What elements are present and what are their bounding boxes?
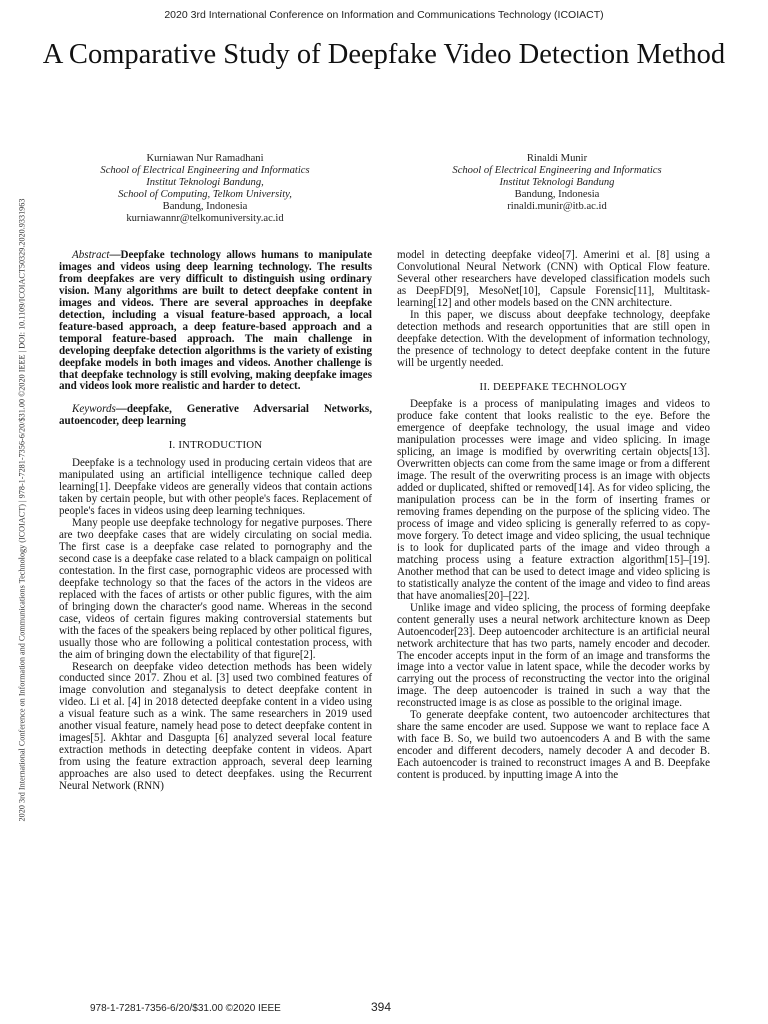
author-affiliation: School of Electrical Engineering and Informatics <box>100 164 310 176</box>
author-affiliation: Institut Teknologi Bandung, <box>146 176 264 188</box>
paper-title: A Comparative Study of Deepfake Video Detection Method <box>42 39 726 70</box>
paragraph: To generate deepfake content, two autoencoder architectures that share the same encoder are used. Suppose we want to replace face A with face B. So, we build two autoencoders A and B with the same encoder and different decoders, namely decoder A and decoder B. Each autoencoder is trained to reconstruct images A and B. Deepfake content is produced. by inputting image A into the <box>397 709 710 782</box>
left-column <box>59 250 372 793</box>
paragraph: Deepfake is a process of manipulating images and videos to produce fake content that looks realistic to the eye. Before the emergence of deepfake technology, the usual image and video manipulation processes were image and video splicing. In image splicing, an image is modified by overwriting certain objects[13]. Overwritten objects can come from the same image or from a different image. The result of the overwriting process is an image with objects added or duplicated, shifted or removed[14]. As for video splicing, the manipulation process can be in the form of inserting frames or removing frames depending on the purpose of the splicing video. The process of image and video splicing is generally referred to as copy-move forgery. To detect image and video splicing, the usual technique is to look for duplicated parts of the image and video through a matching process using a feature extraction algorithm[15]–[19]. Another method that can be used to detect image and video splicing is to statistically analyze the content of the image and video to find areas that have anomalies[20]–[22]. <box>397 398 710 602</box>
author-email: rinaldi.munir@itb.ac.id <box>507 200 607 212</box>
keywords <box>59 404 372 428</box>
author-city: Bandung, Indonesia <box>162 200 248 212</box>
section-title-initial: D <box>492 380 501 393</box>
page-number: 394 <box>371 1000 392 1014</box>
section-heading-introduction <box>59 440 372 452</box>
keywords-label: Keywords <box>72 403 116 416</box>
copyright-footer: 978-1-7281-7356-6/20/$31.00 ©2020 IEEE <box>90 1003 281 1014</box>
abstract <box>59 250 372 393</box>
author-2 <box>392 153 722 213</box>
paragraph: Deepfake is a technology used in producing certain videos that are manipulated using an artificial intelligence technique called deep learning[1]. Deepfake videos are generally videos that contain actions taken by certain people, but with other people's faces. Replacement of people's faces in videos using deep learning techniques. <box>59 457 372 518</box>
right-column <box>397 250 710 782</box>
author-affiliation: School of Electrical Engineering and Informatics <box>452 164 662 176</box>
keywords-text: —deepfake, Generative Adversarial Networks, autoencoder, deep learning <box>59 403 372 428</box>
author-1 <box>40 153 370 224</box>
paragraph: model in detecting deepfake video[7]. Amerini et al. [8] using a Convolutional Neural Network (CNN) with Optical Flow feature. Several other researchers have developed classification models such as DeepFD[9], MesoNet[10], Capsule Forensic[11], Multitask-learning[12] and other models based on the CNN architecture. <box>397 249 710 309</box>
side-notice <box>17 140 27 880</box>
section-heading-deepfake-technology <box>397 382 710 394</box>
paragraph: In this paper, we discuss about deepfake technology, deepfake detection methods and research opportunities that are still open in deepfake detection. With the development of information technology, the presence of technology to detect deepfake content in the future will be urgently needed. <box>397 308 710 369</box>
side-notice-text: 2020 3rd International Conference on Information and Communications Technology (ICOIACT) | 978-1-7281-7356-6/20/$31.00 ©2020 IEEE | DOI: 10.1109/ICOIACT50329.2020.9331963 <box>17 198 27 822</box>
paragraph: Many people use deepfake technology for negative purposes. There are two deepfake cases that are widely circulating on social media. The first case is a deepfake case related to pornography and the second case is a deepfake case related to a black campaign on political contestation. In the first case, pornographic videos are processed with deepfake technology so that the faces of the actors in the videos are replaced with the faces of artists or other public figures, with the aim of bringing down the character's good name. Whereas in the second case, videos of certain figures making controversial statements but with the faces of the speakers being replaced by other political figures, usually those who are following a political contestation process, with the aim of bringing down the electability of that figure[2]. <box>59 517 372 661</box>
section-title-initial: I <box>178 439 183 452</box>
abstract-label: Abstract <box>72 249 110 261</box>
abstract-text: —Deepfake technology allows humans to manipulate images and videos using deep learning technology. The results from deepfakes are very difficult to distinguish using ordinary vision. Many algorithms are built to detect deepfake content in images and videos. There are several approaches in deepfake detection, including a visual feature-based approach, a local feature-based approach, a deep feature-based approach and a temporal feature-based approach. The main challenge in developing deepfake detection algorithms is the variety of existing deepfake models in both images and videos. Another challenge is that deepfake technology is still evolving, making deepfake images and videos look more realistic and harder to detect. <box>59 249 372 393</box>
author-city: Bandung, Indonesia <box>514 188 600 200</box>
section-title-rest: EEPFAKE <box>500 380 552 393</box>
section-numeral: I. <box>168 439 176 452</box>
paragraph: Research on deepfake video detection methods has been widely conducted since 2017. Zhou et al. [3] used two combined features of image convolution and steganalysis to detect deepfake content in video. Li et al. [4] in 2018 detected deepfake content in a video using a visual feature such as a wink. The same researchers in 2019 used another visual feature, namely head pose to detect deepfake content in images[5]. Akhtar and Dasgupta [6] analyzed several local feature extraction methods in detecting deepfake content in videos. Apart from using the feature extraction approach, several deep learning approaches are also used to detect deepfakes. using the Recurrent Neural Network (RNN) <box>59 660 372 793</box>
author-affiliation: School of Computing, Telkom University, <box>118 188 292 200</box>
section-title-rest: ECHNOLOGY <box>558 380 628 393</box>
author-email: kurniawannr@telkomuniversity.ac.id <box>126 212 284 224</box>
author-name: Rinaldi Munir <box>526 153 588 164</box>
section-title-rest: NTRODUCTION <box>182 439 263 452</box>
author-affiliation: Institut Teknologi Bandung <box>499 176 615 188</box>
paragraph: Unlike image and video splicing, the process of forming deepfake content generally uses a neural network architecture known as Deep Autoencoder[23]. Deep autoencoder architecture is an artificial neural network architecture that has two parts, namely encoder and decoder. The encoder accepts input in the form of an image and transforms the image into a vector value in latent space, while the decoder works by carrying out the process of reconstructing the vector into the original image. The deep autoencoder is trained in such a way that the reconstructed image is as close as possible to the original image. <box>397 601 710 710</box>
conference-header: 2020 3rd International Conference on Information and Communications Technology (ICOIACT) <box>164 9 604 21</box>
section-numeral: II. <box>479 380 491 393</box>
section-title-initial: T <box>551 380 559 393</box>
author-name: Kurniawan Nur Ramadhani <box>146 153 264 164</box>
